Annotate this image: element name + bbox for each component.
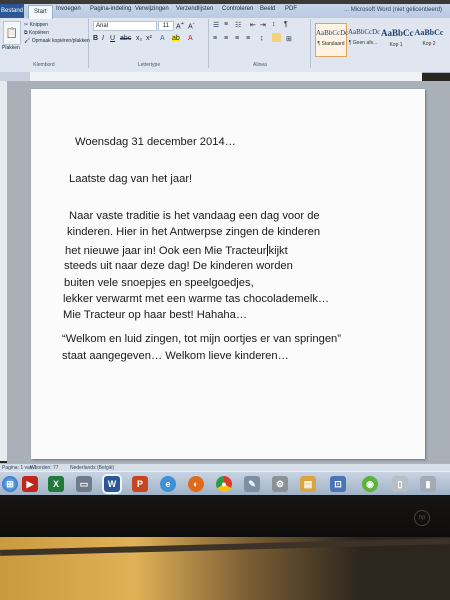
ribbon <box>0 4 450 73</box>
network-icon[interactable]: ⊡ <box>330 476 346 492</box>
word-icon[interactable]: W <box>104 476 120 492</box>
status-language[interactable]: Nederlands (België) <box>70 465 115 471</box>
tab-review[interactable]: Controleren <box>222 6 254 12</box>
device-icon[interactable]: ▯ <box>392 476 408 492</box>
bullets-icon[interactable]: ☰ <box>213 22 220 29</box>
powerpoint-icon[interactable]: P <box>132 476 148 492</box>
copy-button[interactable]: ⧉ Kopiëren <box>24 30 49 36</box>
font-color-icon[interactable]: A <box>188 35 193 42</box>
tab-references[interactable]: Verwijzingen <box>135 6 169 12</box>
style-heading-2[interactable] <box>414 23 444 55</box>
style-heading-1-sample: AaBbCc <box>381 28 414 38</box>
cut-label: Knippen <box>29 22 48 28</box>
shading-icon[interactable] <box>272 33 281 42</box>
device-icon-2[interactable]: ▮ <box>420 476 436 492</box>
paragraph-group <box>210 19 311 68</box>
doc-line-3-text: het nieuwe jaar in! Ook een Mie Tracteur <box>65 245 267 257</box>
paste-label[interactable]: Plakken <box>2 45 20 51</box>
font-size-select[interactable] <box>158 21 174 31</box>
clipboard-icon: 📋 <box>5 27 19 39</box>
italic-icon[interactable]: I <box>102 35 104 42</box>
show-marks-icon[interactable]: ¶ <box>284 21 288 28</box>
paragraph-group-label: Alinea <box>253 62 267 68</box>
ie-icon[interactable]: e <box>160 476 176 492</box>
paint-icon[interactable]: ✎ <box>244 476 260 492</box>
doc-line-3[interactable] <box>65 244 288 257</box>
paste-button[interactable] <box>3 21 21 45</box>
excel-icon[interactable]: X <box>48 476 64 492</box>
style-heading-1-name: Kop 1 <box>389 42 403 48</box>
style-no-spacing[interactable] <box>348 23 381 55</box>
sort-icon[interactable]: ↕ <box>272 21 276 28</box>
window-title: ... Microsoft Word (niet gelicentieerd) <box>344 7 442 13</box>
font-group <box>90 19 209 68</box>
font-size-value: 11 <box>162 23 170 29</box>
ribbon-tabs <box>0 4 450 18</box>
style-standard-name: ¶ Standaard <box>317 41 345 47</box>
align-center-icon[interactable]: ≡ <box>224 35 229 42</box>
font-name-value: Arial <box>96 23 109 29</box>
line-spacing-icon[interactable]: ↨ <box>260 35 264 42</box>
tab-view[interactable]: Beeld <box>260 6 276 12</box>
acrobat-icon[interactable]: ▶ <box>22 476 38 492</box>
style-no-spacing-name: ¶ Geen afs... <box>348 40 378 46</box>
strikethrough-icon[interactable]: abc <box>120 35 132 42</box>
style-no-spacing-sample: AaBbCcDc <box>348 28 381 36</box>
firefox-icon[interactable]: ◐ <box>188 476 204 492</box>
camera-icon[interactable]: ◉ <box>362 476 378 492</box>
align-right-icon[interactable]: ≡ <box>235 35 240 42</box>
tab-page-layout[interactable]: Pagina-indeling <box>90 6 132 12</box>
clipboard-group <box>0 19 89 68</box>
grow-font-icon[interactable]: A+ <box>176 21 185 31</box>
status-page-count[interactable]: Pagina: 1 van 1 <box>2 465 37 471</box>
style-heading-2-sample: AaBbCc <box>414 28 444 37</box>
tools-icon[interactable]: ⚙ <box>272 476 288 492</box>
document-page[interactable] <box>31 89 425 459</box>
borders-icon[interactable]: ⊞ <box>286 36 292 43</box>
subscript-icon[interactable]: x₂ <box>136 35 143 42</box>
doc-line-4[interactable]: steeds uit naar deze dag! De kinderen worden <box>64 260 293 272</box>
files-icon[interactable]: ▭ <box>76 476 92 492</box>
superscript-icon[interactable]: x² <box>146 35 152 42</box>
style-heading-2-name: Kop 2 <box>422 41 436 47</box>
numbering-icon[interactable]: ≡ <box>224 21 229 28</box>
folder-icon[interactable]: ▤ <box>300 476 316 492</box>
doc-line-1[interactable]: Naar vaste traditie is het vandaag een dag voor de <box>69 210 320 222</box>
font-group-label: Lettertype <box>137 62 161 68</box>
tab-pdf[interactable]: PDF <box>285 6 297 12</box>
doc-line-5[interactable]: buiten vele snoepjes en speelgoedjes, <box>64 277 254 289</box>
copy-label: Kopiëren <box>28 30 49 36</box>
taskbar <box>0 471 450 496</box>
underline-icon[interactable]: U <box>110 35 116 42</box>
increase-indent-icon[interactable]: ⇥ <box>260 22 266 29</box>
multilevel-list-icon[interactable]: ☷ <box>235 22 242 29</box>
tab-home[interactable]: Start <box>28 5 53 19</box>
style-heading-1[interactable] <box>381 23 414 55</box>
doc-line-quote[interactable]: “Welkom en luid zingen, tot mijn oortjes er van springen” <box>62 333 341 345</box>
doc-line-3-tail: kijkt <box>268 245 288 257</box>
format-painter-button[interactable]: 🖌 Opmaak kopiëren/plakken <box>24 38 90 44</box>
doc-line-2[interactable]: kinderen. Hier in het Antwerpse zingen de kinderen <box>67 226 321 238</box>
doc-line-date[interactable]: Woensdag 31 december 2014… <box>75 136 236 148</box>
format-painter-label: Opmaak kopiëren/plakken <box>31 38 90 44</box>
document-canvas <box>7 81 450 463</box>
tab-insert[interactable]: Invoegen <box>56 6 81 12</box>
doc-line-6[interactable]: lekker verwarmt met een warme tas chocolademelk… <box>63 293 330 305</box>
tab-file[interactable]: Bestand <box>0 4 24 18</box>
style-standard[interactable] <box>315 23 347 57</box>
clipboard-group-label: Klembord <box>33 62 55 68</box>
start-icon[interactable]: ⊞ <box>2 476 18 492</box>
decrease-indent-icon[interactable]: ⇤ <box>250 22 256 29</box>
font-name-select[interactable] <box>93 21 157 31</box>
tab-mailings[interactable]: Verzendlijsten <box>176 6 214 12</box>
align-left-icon[interactable]: ≡ <box>213 35 218 42</box>
ruler-corner <box>0 72 30 81</box>
cut-button[interactable]: ✂ Knippen <box>24 22 48 28</box>
bold-icon[interactable]: B <box>93 35 99 42</box>
status-word-count[interactable]: Woorden: 77 <box>30 465 59 471</box>
doc-line-heading[interactable]: Laatste dag van het jaar! <box>69 173 193 185</box>
text-effects-icon[interactable]: A <box>160 35 165 42</box>
doc-line-closing[interactable]: staat aangegeven… Welkom lieve kinderen… <box>62 350 289 362</box>
style-standard-sample: AaBbCcDc <box>316 29 349 37</box>
chrome-icon[interactable]: ● <box>216 476 232 492</box>
justify-icon[interactable]: ≡ <box>246 35 251 42</box>
monitor-bezel <box>0 495 450 537</box>
highlight-icon[interactable]: ab <box>172 35 180 42</box>
shrink-font-icon[interactable]: A- <box>188 21 195 31</box>
hp-logo: hp <box>414 510 430 526</box>
doc-line-7[interactable]: Mie Tracteur op haar best! Hahaha… <box>63 309 248 321</box>
